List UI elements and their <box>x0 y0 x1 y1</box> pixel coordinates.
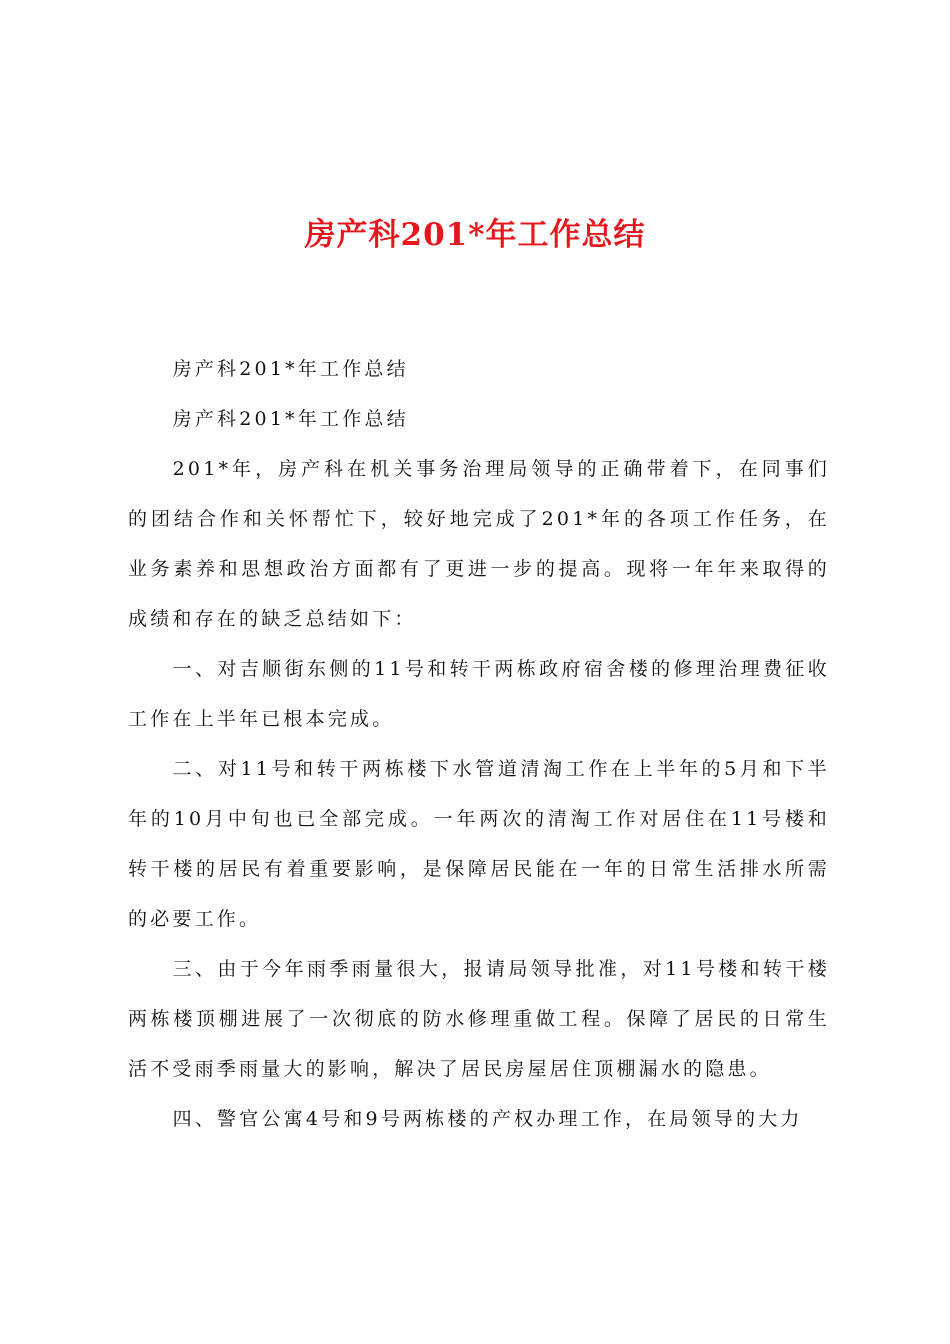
paragraph-intro: 201*年，房产科在机关事务治理局领导的正确带着下，在同事们的团结合作和关怀帮忙下，较好地完成了201*年的各项工作任务，在业务素养和思想政治方面都有了更进一步的提高。现将一年年来取得的成绩和存在的缺乏总结如下： <box>128 458 830 630</box>
paragraph-item-3: 三、由于今年雨季雨量很大，报请局领导批准，对11号楼和转干楼两栋楼顶棚进展了一次彻底的防水修理重做工程。保障了居民的日常生活不受雨季雨量大的影响，解决了居民房屋居住顶棚漏水的隐患。 <box>128 958 830 1080</box>
paragraph-subtitle-1: 房产科201*年工作总结 <box>172 358 409 380</box>
paragraph-item-2: 二、对11号和转干两栋楼下水管道清淘工作在上半年的5月和下半年的10月中旬也已全部完成。一年两次的清淘工作对居住在11号楼和转干楼的居民有着重要影响，是保障居民能在一年的日常生活排水所需的必要工作。 <box>128 758 830 930</box>
document-title: 房产科201*年工作总结 <box>304 217 646 253</box>
paragraph-item-1: 一、对吉顺街东侧的11号和转干两栋政府宿舍楼的修理治理费征收工作在上半年已根本完成。 <box>128 658 830 730</box>
document-body <box>128 344 830 1144</box>
paragraph-subtitle-2: 房产科201*年工作总结 <box>172 408 409 430</box>
paragraph-item-4: 四、警官公寓4号和9号两栋楼的产权办理工作，在局领导的大力 <box>172 1108 803 1130</box>
